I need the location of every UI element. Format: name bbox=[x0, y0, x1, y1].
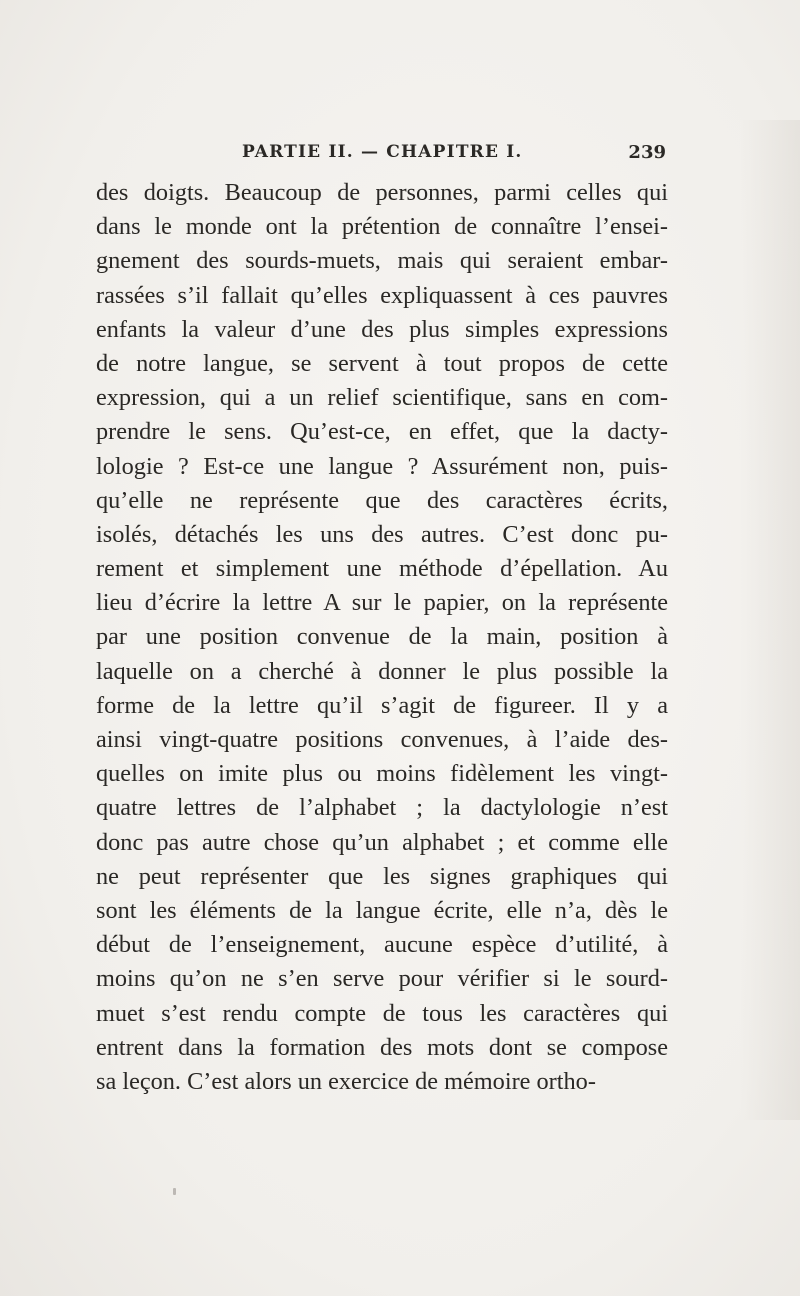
text-line: ainsi vingt-quatre positions convenues, à l’aide des- bbox=[96, 726, 668, 753]
text-line: dans le monde ont la prétention de connaître l’ensei- bbox=[96, 213, 668, 241]
text-line: rassées s’il fallait qu’elles expliquassent à ces pauvres bbox=[96, 281, 668, 309]
text-line: des doigts. Beaucoup de personnes, parmi celles qui bbox=[96, 179, 668, 206]
running-head: PARTIE II. — CHAPITRE I. bbox=[242, 142, 523, 162]
text-line: de notre langue, se servent à tout propos de cette bbox=[96, 349, 668, 377]
text-line: gnement des sourds-muets, mais qui seraient embar- bbox=[96, 247, 668, 275]
text-line: isolés, détachés les uns des autres. C’est donc pu- bbox=[96, 520, 668, 548]
text-line: prendre le sens. Qu’est-ce, en effet, que la dacty- bbox=[96, 418, 668, 446]
text-line: moins qu’on ne s’en serve pour vérifier si le sourd- bbox=[96, 965, 668, 993]
page-header bbox=[96, 138, 666, 168]
text-line: sa leçon. C’est alors un exercice de mémoire ortho- bbox=[96, 1067, 596, 1095]
text-line: par une position convenue de la main, position à bbox=[96, 623, 668, 651]
text-line: quelles on imite plus ou moins fidèlement les vingt- bbox=[96, 760, 668, 788]
text-line: début de l’enseignement, aucune espèce d’utilité, à bbox=[96, 931, 668, 959]
text-line: muet s’est rendu compte de tous les caractères qui bbox=[96, 999, 668, 1027]
text-line: qu’elle ne représente que des caractères écrits, bbox=[96, 486, 668, 514]
page-edge-shadow bbox=[740, 120, 800, 1120]
text-line: donc pas autre chose qu’un alphabet ; et comme elle bbox=[96, 828, 668, 856]
text-line: forme de la lettre qu’il s’agit de figureer. Il y a bbox=[96, 691, 668, 719]
text-line: enfants la valeur d’une des plus simples expressions bbox=[96, 315, 668, 343]
page-number: 239 bbox=[628, 142, 666, 163]
text-line: ne peut représenter que les signes graphiques qui bbox=[96, 862, 668, 890]
text-line: sont les éléments de la langue écrite, elle n’a, dès le bbox=[96, 896, 668, 924]
text-line: lologie ? Est-ce une langue ? Assurément non, puis- bbox=[96, 452, 668, 480]
paper-speck bbox=[173, 1188, 176, 1195]
text-line: laquelle on a cherché à donner le plus possible la bbox=[96, 657, 668, 685]
text-line: entrent dans la formation des mots dont se compose bbox=[96, 1033, 668, 1061]
text-line: rement et simplement une méthode d’épellation. Au bbox=[96, 555, 668, 583]
text-line: quatre lettres de l’alphabet ; la dactylologie n’est bbox=[96, 794, 668, 822]
text-line: expression, qui a un relief scientifique, sans en com- bbox=[96, 384, 668, 412]
body-paragraph bbox=[96, 176, 668, 1099]
text-line: lieu d’écrire la lettre A sur le papier, on la représente bbox=[96, 589, 668, 617]
